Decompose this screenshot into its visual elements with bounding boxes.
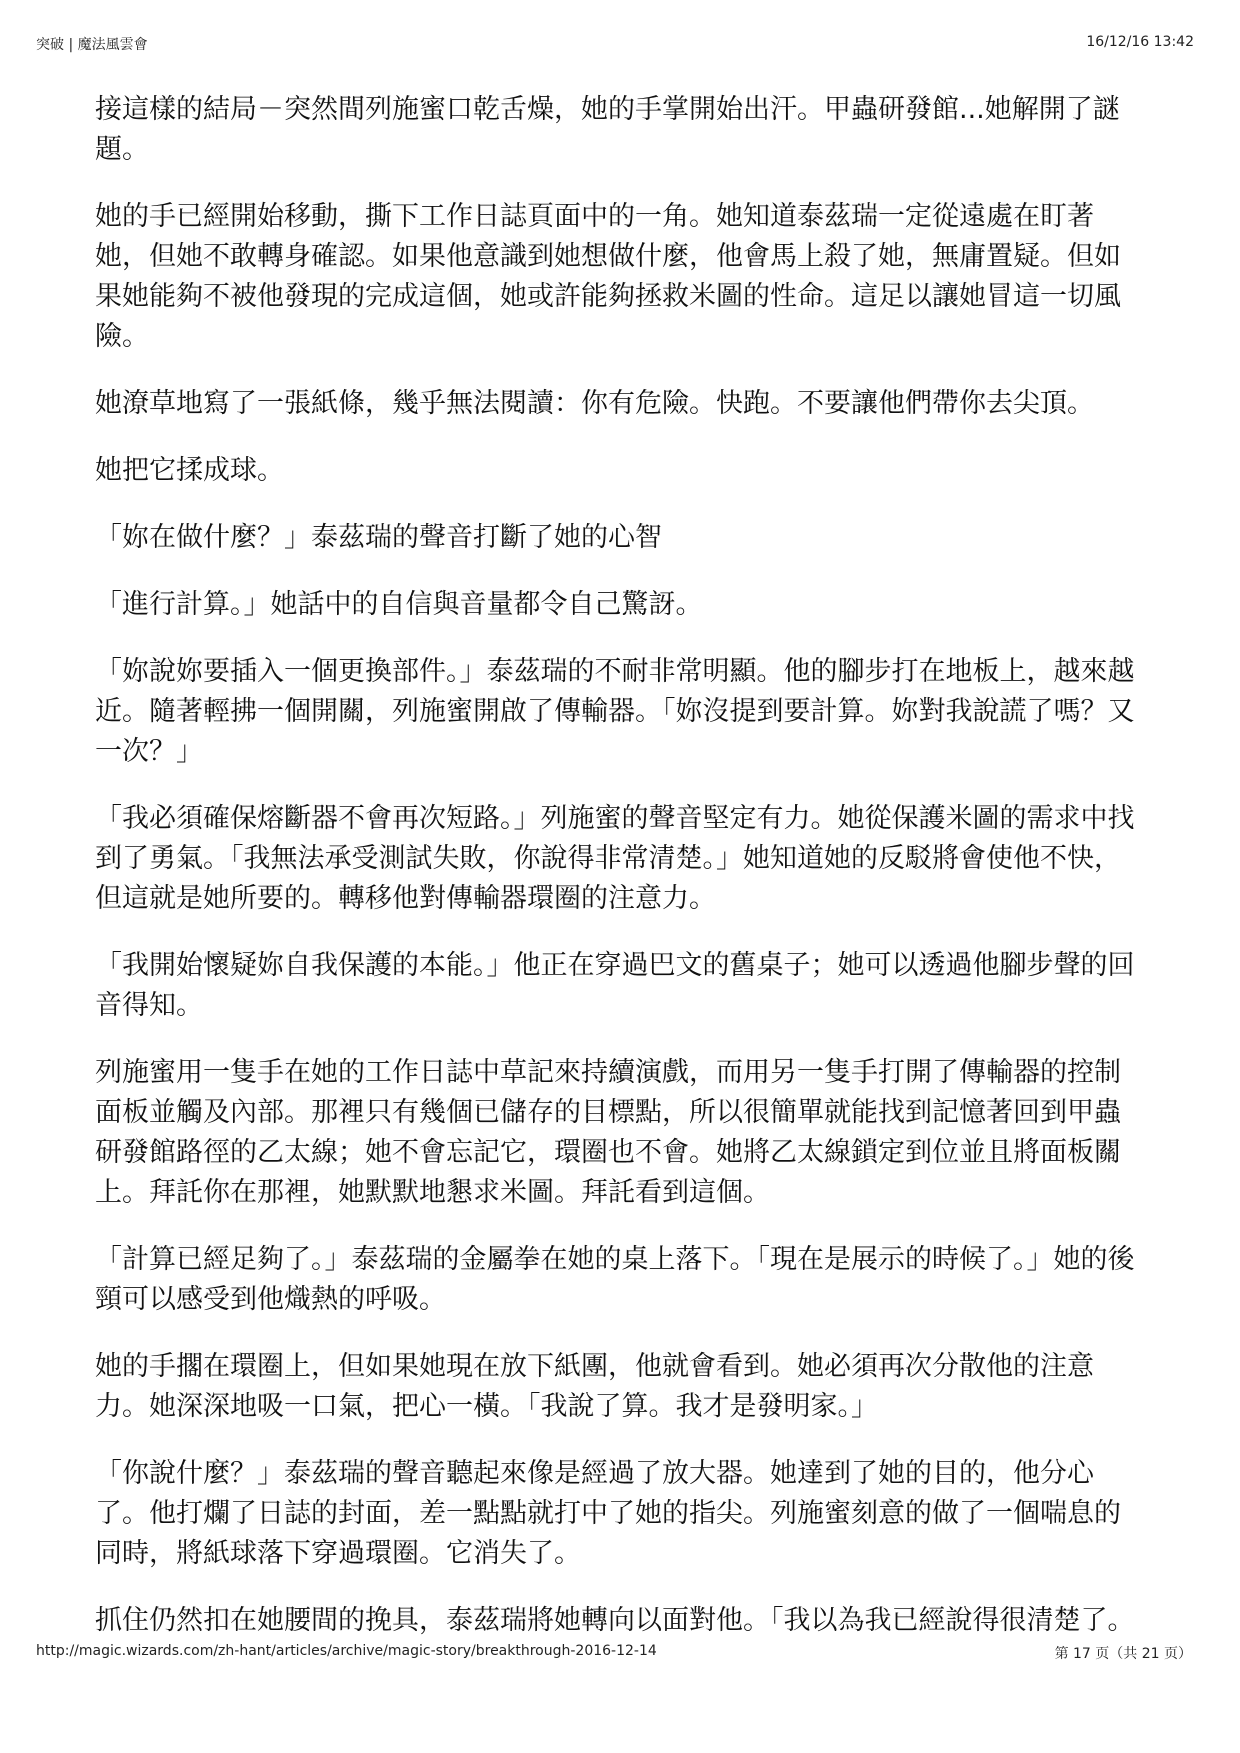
paragraph: 她的手擱在環圈上，但如果她現在放下紙團，他就會看到。她必須再次分散他的注意力。她深深地吸一口氣，把心一橫。「我說了算。我才是發明家。」 [95, 1351, 1094, 1422]
paragraph: 她的手已經開始移動，撕下工作日誌頁面中的一角。她知道泰茲瑞一定從遠處在盯著她，但她不敢轉身確認。如果他意識到她想做什麼，他會馬上殺了她，無庸置疑。但如果她能夠不被他發現的完成這個，她或許能夠拯救米圖的性命。這足以讓她冒這一切風險。 [95, 201, 1121, 352]
page-header-title: 突破 | 魔法風雲會 [36, 37, 148, 53]
page-header-datetime: 16/12/16 13:42 [1086, 34, 1194, 50]
article-body [95, 90, 1143, 1668]
paragraph: 接這樣的結局－突然間列施蜜口乾舌燥，她的手掌開始出汗。甲蟲研發館...她解開了謎題。 [95, 94, 1120, 165]
paragraph: 她把它揉成球。 [95, 455, 284, 486]
paragraph: 「計算已經足夠了。」泰茲瑞的金屬拳在她的桌上落下。「現在是展示的時候了。」她的後頸可以感受到他熾熱的呼吸。 [95, 1244, 1135, 1315]
page-number: 第 17 页（共 21 页） [1054, 1646, 1192, 1662]
paragraph: 「我必須確保熔斷器不會再次短路。」列施蜜的聲音堅定有力。她從保護米圖的需求中找到了勇氣。「我無法承受測試失敗，你說得非常清楚。」她知道她的反駁將會使他不快，但這就是她所要的。轉移他對傳輸器環圈的注意力。 [95, 803, 1135, 914]
paragraph: 抓住仍然扣在她腰間的挽具，泰茲瑞將她轉向以面對他。「我以為我已經說得很清楚了。 [95, 1605, 1135, 1636]
paragraph: 「我開始懷疑妳自我保護的本能。」他正在穿過巴文的舊桌子；她可以透過他腳步聲的回音得知。 [95, 950, 1135, 1021]
paragraph: 列施蜜用一隻手在她的工作日誌中草記來持續演戲，而用另一隻手打開了傳輸器的控制面板並觸及內部。那裡只有幾個已儲存的目標點，所以很簡單就能找到記憶著回到甲蟲研發館路徑的乙太線；她不會忘記它，環圈也不會。她將乙太線鎖定到位並且將面板關上。拜託你在那裡，她默默地懇求米圖。拜託看到這個。 [95, 1057, 1121, 1208]
paragraph: 她潦草地寫了一張紙條，幾乎無法閱讀：你有危險。快跑。不要讓他們帶你去尖頂。 [95, 388, 1094, 419]
paragraph: 「妳說妳要插入一個更換部件。」泰茲瑞的不耐非常明顯。他的腳步打在地板上，越來越近。隨著輕拂一個開關，列施蜜開啟了傳輸器。「妳沒提到要計算。妳對我說謊了嗎？又一次？」 [95, 656, 1135, 767]
paragraph: 「你說什麼？」泰茲瑞的聲音聽起來像是經過了放大器。她達到了她的目的，他分心了。他打爛了日誌的封面，差一點點就打中了她的指尖。列施蜜刻意的做了一個喘息的同時，將紙球落下穿過環圈。它消失了。 [95, 1458, 1121, 1569]
paragraph: 「進行計算。」她話中的自信與音量都令自己驚訝。 [95, 589, 703, 620]
page-footer-url: http://magic.wizards.com/zh-hant/articles/archive/magic-story/breakthrough-2016-12-14 [36, 1643, 657, 1659]
paragraph: 「妳在做什麼？」泰茲瑞的聲音打斷了她的心智 [95, 522, 662, 553]
